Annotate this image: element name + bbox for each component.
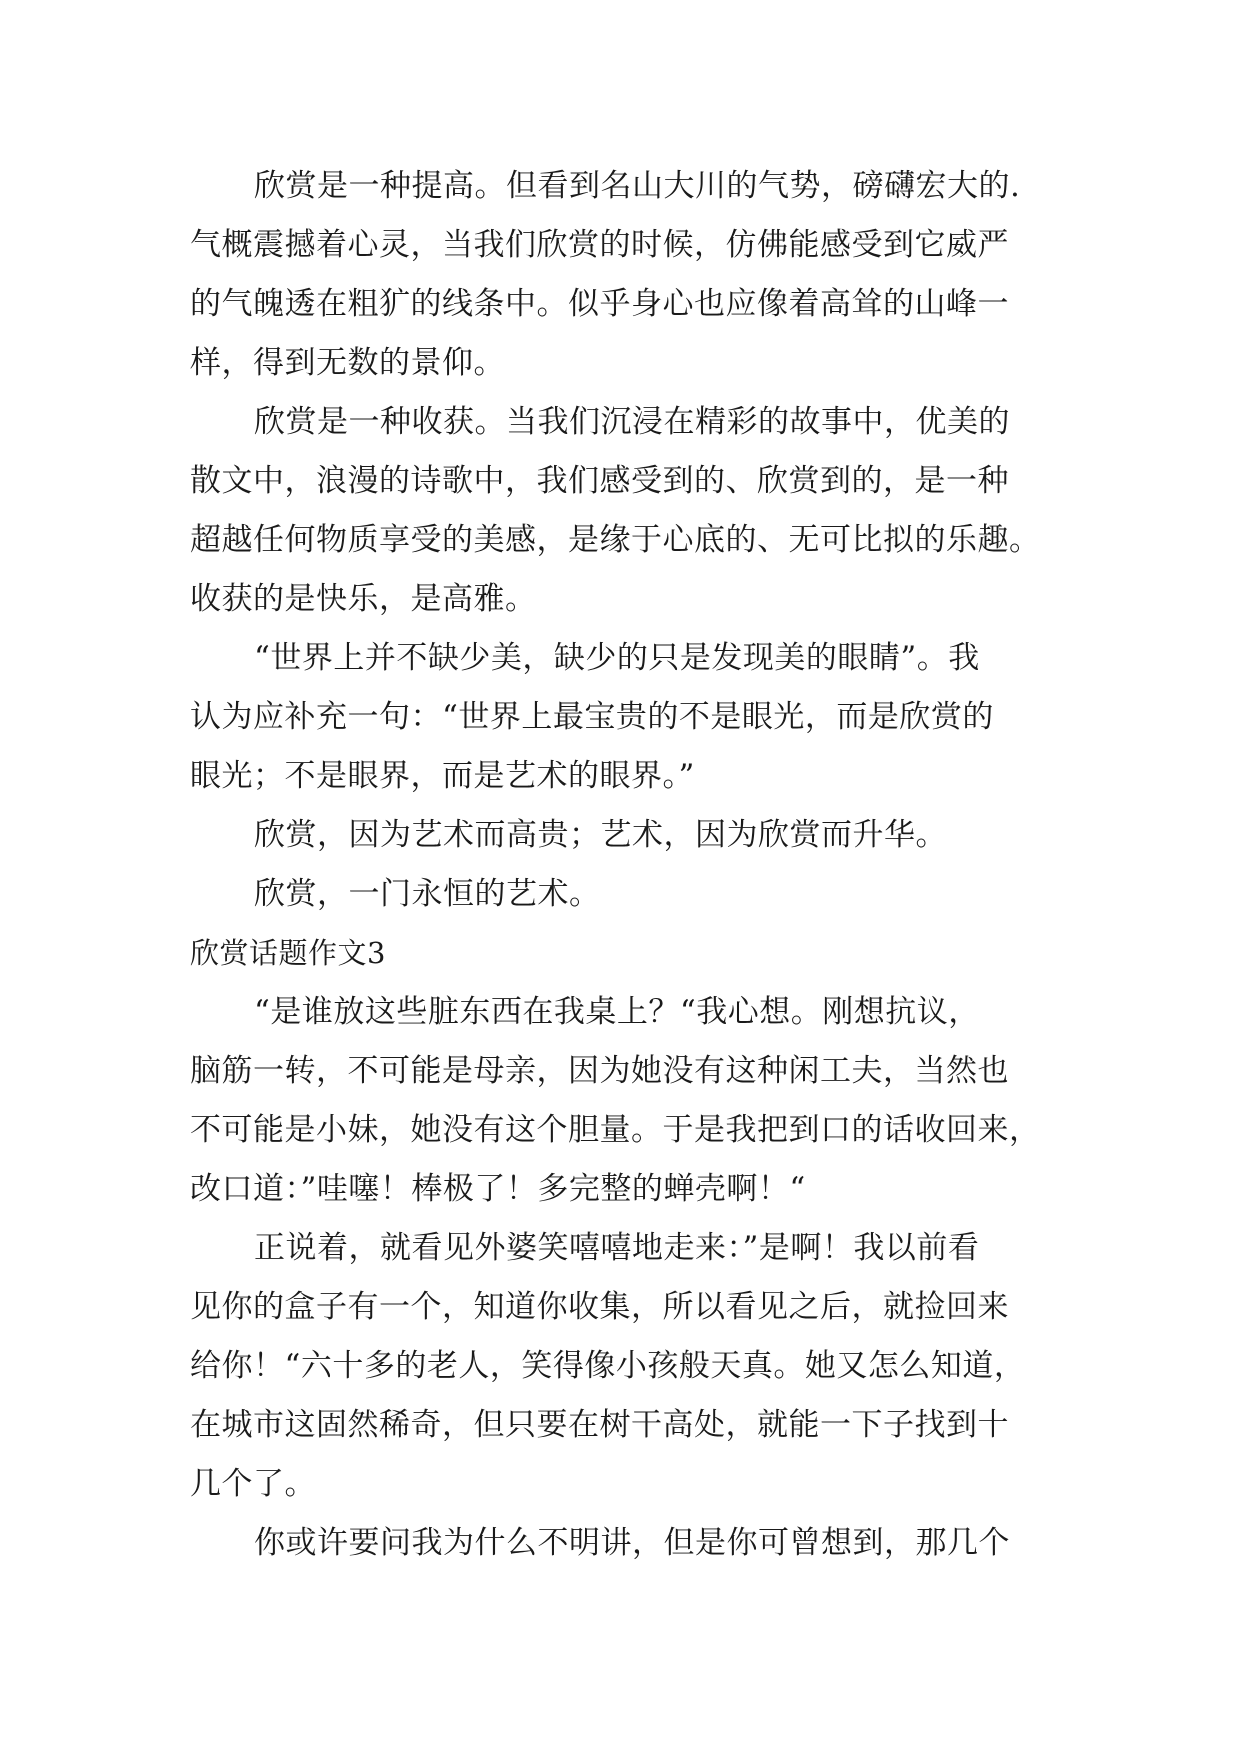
paragraph-1-line-1: 欣赏是一种提高。但看到名山大川的气势，磅礴宏大的. [254,168,1021,204]
paragraph-3-line-1: “世界上并不缺少美，缺少的只是发现美的眼睛”。我 [254,640,980,676]
paragraph-3-line-2: 认为应补充一句：“世界上最宝贵的不是眼光，而是欣赏的 [190,699,994,735]
paragraph-6-line-2: 脑筋一转，不可能是母亲，因为她没有这种闲工夫，当然也 [190,1053,1009,1089]
paragraph-1-line-4: 样，得到无数的景仰。 [190,345,505,381]
paragraph-1-line-2: 气概震撼着心灵，当我们欣赏的时候，仿佛能感受到它威严 [190,227,1009,263]
paragraph-7-line-3: 给你！“六十多的老人，笑得像小孩般天真。她又怎么知道， [190,1348,1026,1384]
paragraph-3-line-3: 眼光；不是眼界，而是艺术的眼界。” [190,758,695,794]
paragraph-2-line-4: 收获的是快乐，是高雅。 [190,581,537,617]
paragraph-5-line-1: 欣赏，一门永恒的艺术。 [254,876,601,912]
paragraph-2-line-2: 散文中，浪漫的诗歌中，我们感受到的、欣赏到的，是一种 [190,463,1009,499]
body-text [190,157,1050,1573]
paragraph-2-line-3: 超越任何物质享受的美感，是缘于心底的、无可比拟的乐趣。 [190,522,1041,558]
paragraph-1-line-3: 的气魄透在粗犷的线条中。似乎身心也应像着高耸的山峰一 [190,286,1009,322]
paragraph-7-line-5: 几个了。 [190,1466,316,1502]
paragraph-6-line-4: 改口道：”哇噻！棒极了！多完整的蝉壳啊！“ [190,1171,806,1207]
paragraph-2-line-1: 欣赏是一种收获。当我们沉浸在精彩的故事中，优美的 [254,404,1010,440]
paragraph-7-line-1: 正说着，就看见外婆笑嘻嘻地走来：”是啊！我以前看 [254,1230,980,1266]
paragraph-8-line-1: 你或许要问我为什么不明讲，但是你可曾想到，那几个 [254,1525,1010,1561]
section-heading: 欣赏话题作文3 [190,936,386,970]
paragraph-7-line-2: 见你的盒子有一个，知道你收集，所以看见之后，就捡回来 [190,1289,1009,1325]
paragraph-7-line-4: 在城市这固然稀奇，但只要在树干高处，就能一下子找到十 [190,1407,1009,1443]
paragraph-6-line-3: 不可能是小妹，她没有这个胆量。于是我把到口的话收回来， [190,1112,1041,1148]
paragraph-4-line-1: 欣赏，因为艺术而高贵；艺术，因为欣赏而升华。 [254,817,947,853]
paragraph-6-line-1: “是谁放这些脏东西在我桌上？“我心想。刚想抗议， [254,994,980,1030]
